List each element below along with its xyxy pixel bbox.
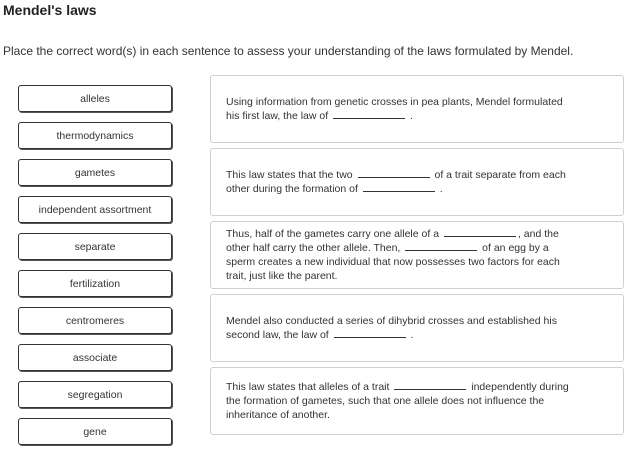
- sentence-part: This law states that alleles of a trait: [226, 381, 390, 393]
- word-chip-alleles[interactable]: alleles: [18, 85, 172, 112]
- sentence-text: [226, 168, 566, 196]
- sentence-part: the formation of gametes, such that one allele does not influence the: [226, 395, 545, 407]
- sentence-text: [226, 380, 569, 422]
- sentence-card-2: [210, 148, 624, 216]
- sentence-text: [226, 95, 563, 123]
- sentence-card-4: [210, 294, 624, 362]
- sentence-part: other during the formation of: [226, 183, 358, 195]
- word-chip-thermodynamics[interactable]: thermodynamics: [18, 122, 172, 149]
- word-chip-independent-assortment[interactable]: independent assortment: [18, 196, 172, 223]
- sentence-part: Thus, half of the gametes carry one allele of a: [226, 228, 440, 240]
- drop-blank-7[interactable]: [394, 381, 466, 390]
- sentence-part: second law, the law of: [226, 329, 329, 341]
- sentence-part: other half carry the other allele. Then,: [226, 242, 401, 254]
- word-chip-segregation[interactable]: segregation: [18, 381, 172, 408]
- sentence-part: of a trait separate from each: [434, 169, 566, 181]
- sentence-part: inheritance of another.: [226, 409, 330, 421]
- sentence-part: , and the: [517, 228, 559, 240]
- sentence-part: .: [409, 110, 413, 122]
- sentence-part: Using information from genetic crosses in pea plants, Mendel formulated: [226, 96, 563, 108]
- word-chip-separate[interactable]: separate: [18, 233, 172, 260]
- sentence-part: .: [410, 329, 414, 341]
- sentence-part: of an egg by a: [482, 242, 549, 254]
- drop-blank-1[interactable]: [333, 110, 405, 119]
- sentence-card-1: [210, 75, 624, 143]
- sentence-part: This law states that the two: [226, 169, 353, 181]
- instructions-text: Place the correct word(s) in each sentence to assess your understanding of the laws formulated by Mendel.: [3, 44, 574, 58]
- drop-blank-2[interactable]: [358, 169, 430, 178]
- sentence-part: Mendel also conducted a series of dihybrid crosses and established his: [226, 315, 557, 327]
- sentence-text: [226, 227, 560, 283]
- sentence-part: sperm creates a new individual that now possesses two factors for each: [226, 256, 560, 268]
- page-title: Mendel's laws: [3, 2, 97, 18]
- word-chip-centromeres[interactable]: centromeres: [18, 307, 172, 334]
- sentence-card-5: [210, 367, 624, 435]
- word-chip-gametes[interactable]: gametes: [18, 159, 172, 186]
- drop-blank-6[interactable]: [334, 329, 406, 338]
- word-chip-fertilization[interactable]: fertilization: [18, 270, 172, 297]
- drop-blank-4[interactable]: [444, 228, 516, 237]
- sentence-part: .: [439, 183, 443, 195]
- drop-blank-5[interactable]: [405, 242, 477, 251]
- sentence-text: [226, 314, 557, 342]
- sentence-part: trait, just like the parent.: [226, 270, 338, 282]
- drop-blank-3[interactable]: [363, 183, 435, 192]
- word-chip-associate[interactable]: associate: [18, 344, 172, 371]
- sentence-part: independently during: [471, 381, 569, 393]
- sentence-card-3: [210, 221, 624, 289]
- sentence-part: his first law, the law of: [226, 110, 329, 122]
- word-chip-gene[interactable]: gene: [18, 418, 172, 445]
